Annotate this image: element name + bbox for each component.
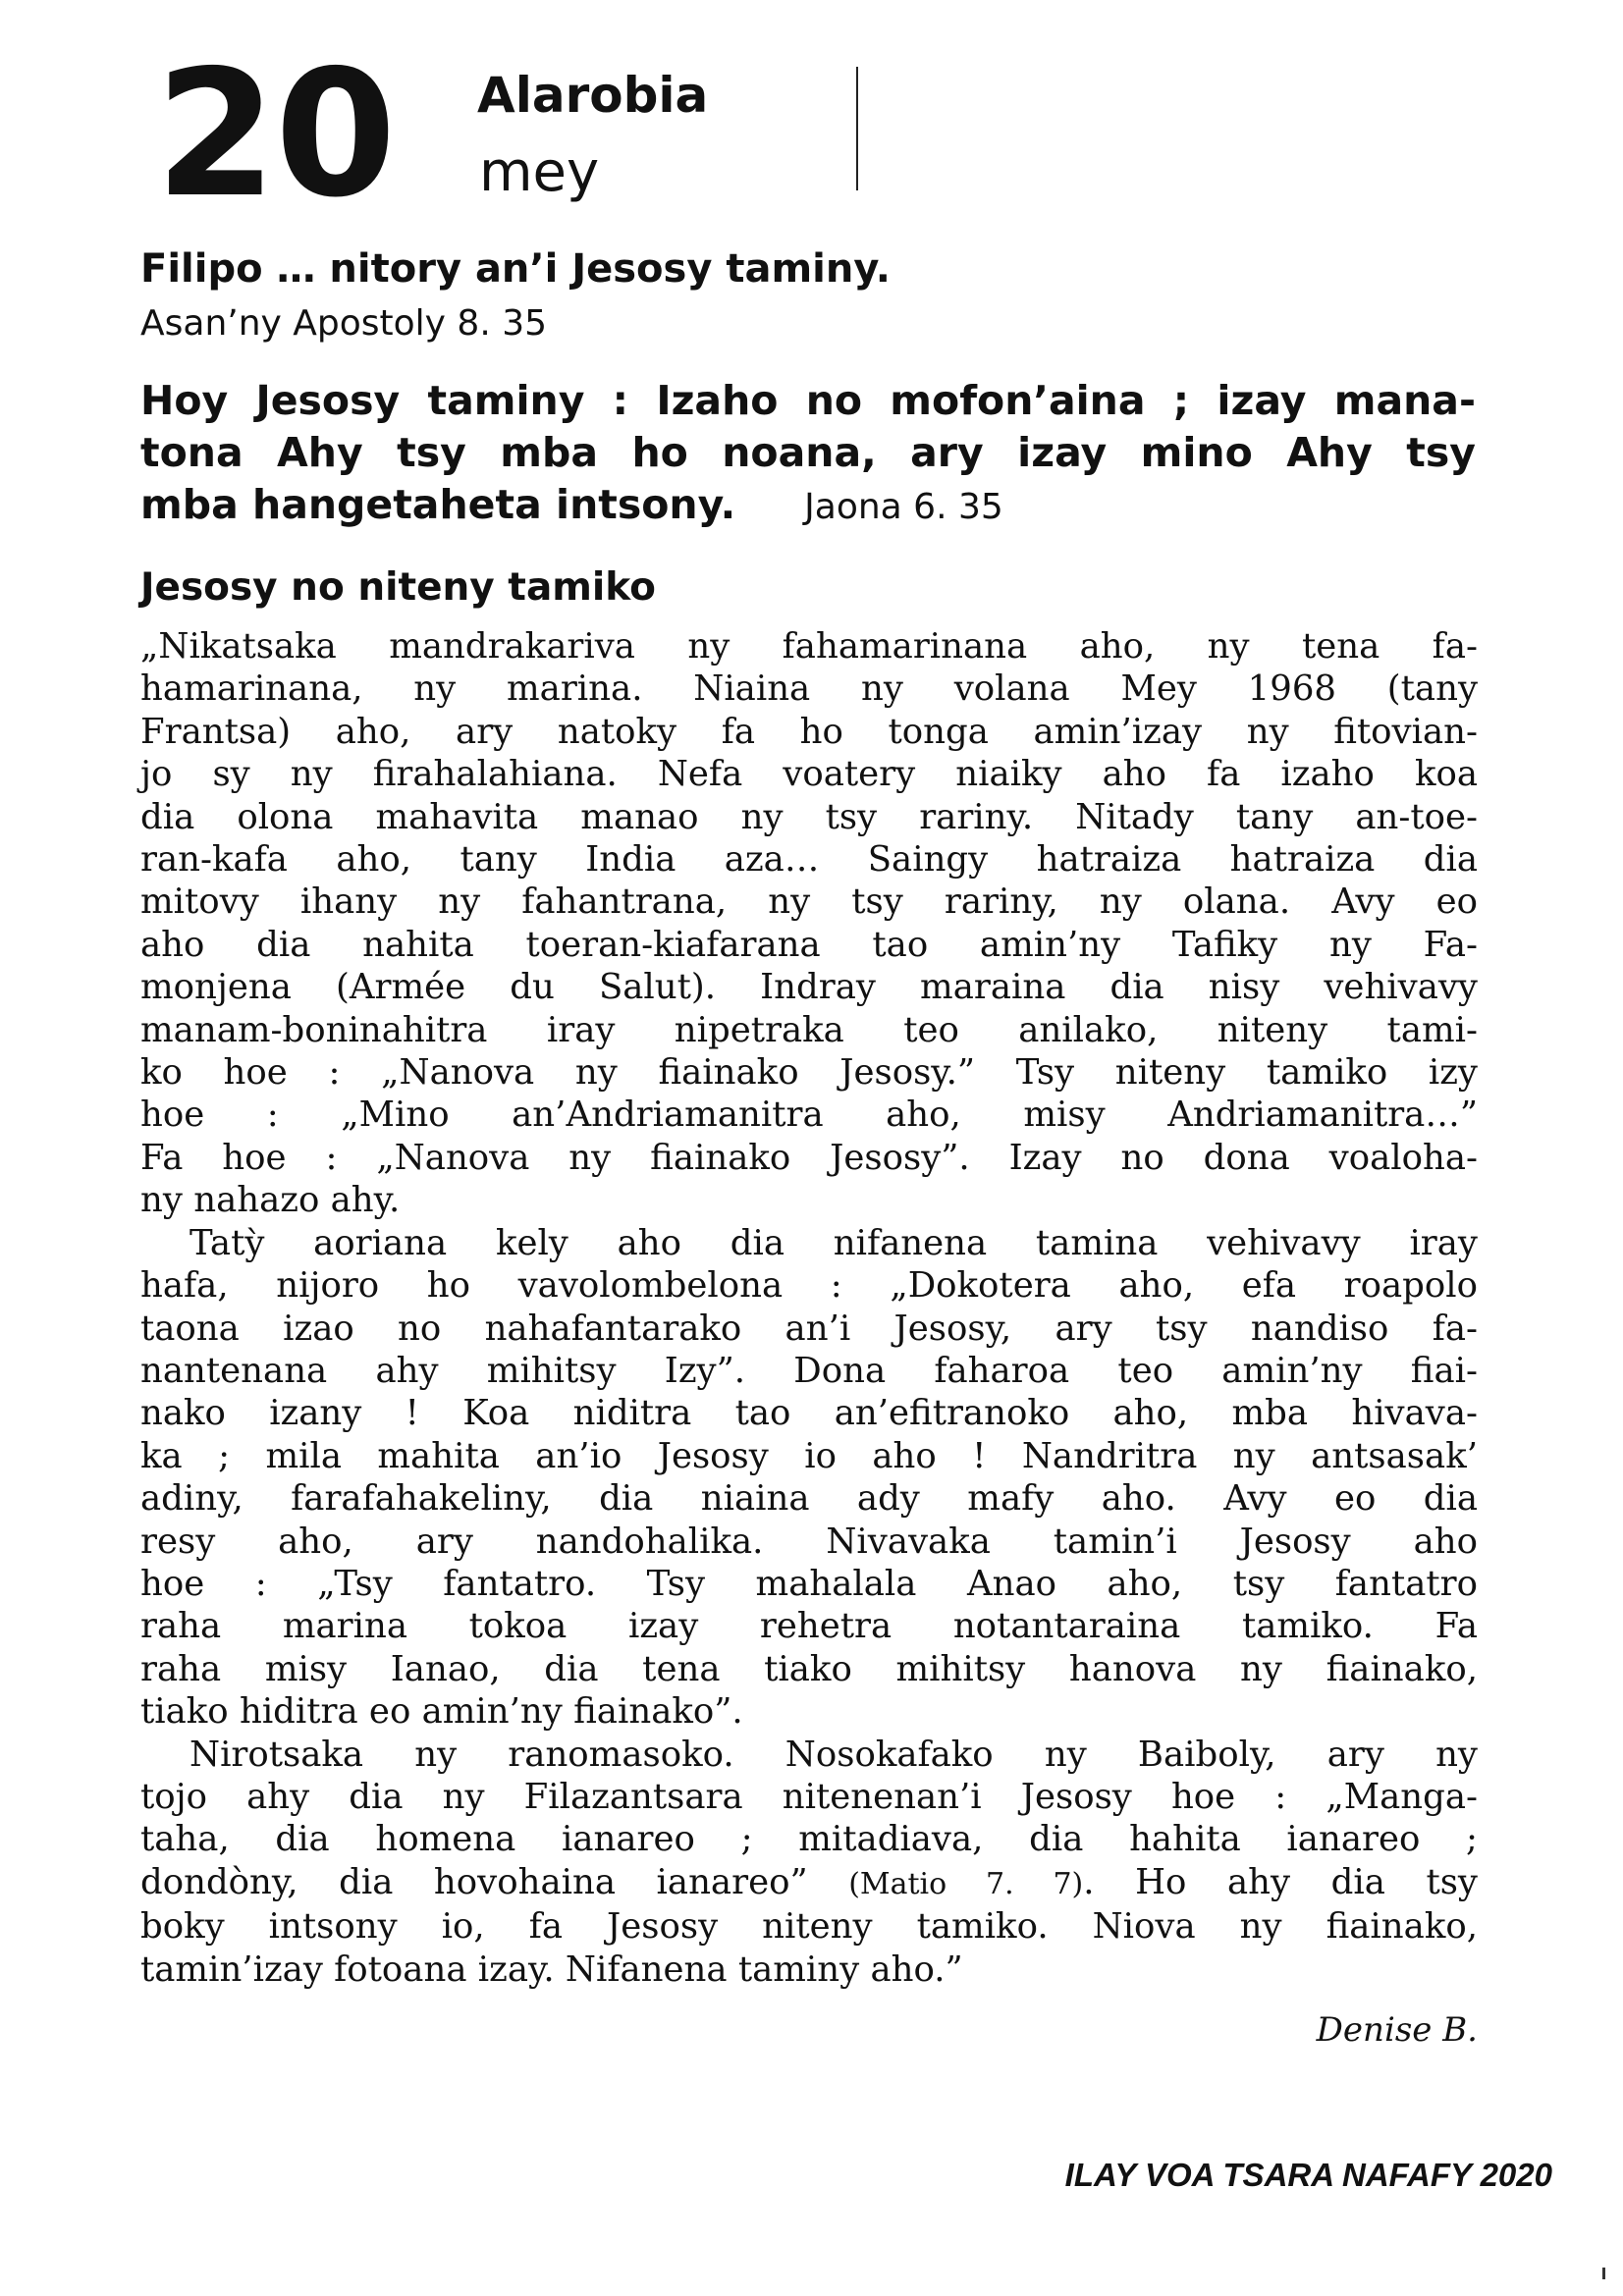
body-line-with-reference: [140, 1861, 1478, 1905]
body-line: Nirotsaka ny ranomasoko. Nosokafako ny Baiboly, ary ny: [189, 1734, 1478, 1775]
body-line: dia olona mahavita manao ny tsy rariny. Nitady tany an-toe-: [140, 796, 1478, 837]
vertical-divider: [856, 67, 858, 190]
main-verse-reference: Jaona 6. 35: [804, 487, 1003, 527]
body-line: ka ; mila mahita an’io Jesosy io aho ! Nandritra ny antsasak’: [140, 1435, 1478, 1476]
body-line: Frantsa) aho, ary natoky fa ho tonga amin’izay ny fitovian-: [140, 711, 1478, 752]
day-number: 20: [155, 32, 395, 236]
author-signature: Denise B.: [1316, 2010, 1478, 2050]
body-line: „Nikatsaka mandrakariva ny fahamarinana aho, ny tena fa-: [140, 626, 1478, 667]
article-body: [140, 625, 1478, 1991]
body-line: Fa hoe : „Nanova ny fiainako Jesosy”. Izay no dona voaloha-: [140, 1137, 1478, 1178]
body-line: tojo ahy dia ny Filazantsara nitenenan’i Jesosy hoe : „Manga-: [140, 1776, 1478, 1817]
body-line: ran-kafa aho, tany India aza… Saingy hatraiza hatraiza dia: [140, 839, 1478, 881]
body-line: manam-boninahitra iray nipetraka teo anilako, niteny tami-: [140, 1009, 1478, 1050]
body-line: taona izao no nahafantarako an’i Jesosy, ary tsy nandiso fa-: [140, 1308, 1478, 1349]
body-line: adiny, farafahakeliny, dia niaina ady mafy aho. Avy eo dia: [140, 1478, 1478, 1520]
body-line: monjena (Armée du Salut). Indray maraina dia nisy vehivavy: [140, 967, 1478, 1008]
weekday: Alarobia: [477, 67, 709, 124]
main-verse: [140, 375, 1476, 533]
article-heading: Jesosy no niteny tamiko: [140, 565, 656, 610]
body-line: dondòny, dia hovohaina ianareo”: [140, 1861, 808, 1902]
body-line: raha misy Ianao, dia tena tiako mihitsy hanova ny fiainako,: [140, 1648, 1478, 1689]
body-line: jo sy ny firahalahiana. Nefa voatery niaiky aho fa izaho koa: [140, 754, 1478, 795]
verse-of-day-text: Filipo … nitory an’i Jesosy taminy.: [140, 246, 891, 292]
body-line-continuation: . Ho ahy dia tsy: [1083, 1861, 1478, 1902]
main-verse-line: Hoy Jesosy taminy : Izaho no mofon’aina ; izay mana-: [140, 377, 1476, 424]
body-line: hoe : „Tsy fantatro. Tsy mahalala Anao aho, tsy fantatro: [140, 1563, 1478, 1604]
body-line: raha marina tokoa izay rehetra notantaraina tamiko. Fa: [140, 1606, 1478, 1647]
main-verse-last-line: [140, 479, 1476, 533]
body-line: Tatỳ aoriana kely aho dia nifanena tamina vehivavy iray: [189, 1222, 1478, 1263]
main-verse-line: tona Ahy tsy mba ho noana, ary izay mino Ahy tsy: [140, 429, 1476, 476]
page-edge-mark: [1602, 2268, 1605, 2279]
body-line: ny nahazo ahy.: [140, 1180, 401, 1221]
body-line: hoe : „Mino an’Andriamanitra aho, misy Andriamanitra…”: [140, 1095, 1478, 1136]
body-line: resy aho, ary nandohalika. Nivavaka tamin’i Jesosy aho: [140, 1521, 1478, 1562]
body-line: hamarinana, ny marina. Niaina ny volana Mey 1968 (tany: [140, 668, 1478, 710]
main-verse-line: mba hangetaheta intsony.: [140, 481, 736, 528]
body-line: mitovy ihany ny fahantrana, ny tsy rariny, ny olana. Avy eo: [140, 881, 1478, 923]
publication-footer: ILAY VOA TSARA NAFAFY 2020: [1064, 2157, 1552, 2193]
body-line: boky intsony io, fa Jesosy niteny tamiko. Niova ny fiainako,: [140, 1906, 1478, 1948]
verse-of-day-reference: Asan’ny Apostoly 8. 35: [140, 303, 548, 344]
body-line: nako izany ! Koa niditra tao an’efitranoko aho, mba hivava-: [140, 1393, 1478, 1434]
body-line: tiako hiditra eo amin’ny fiainako”.: [140, 1691, 743, 1733]
body-line: ko hoe : „Nanova ny fiainako Jesosy.” Tsy niteny tamiko izy: [140, 1052, 1478, 1094]
body-line: tamin’izay fotoana izay. Nifanena taminy aho.”: [140, 1949, 963, 1990]
body-line: taha, dia homena ianareo ; mitadiava, dia hahita ianareo ;: [140, 1819, 1478, 1860]
inline-bible-reference: (Matio 7. 7): [848, 1866, 1084, 1901]
body-line: aho dia nahita toeran-kiafarana tao amin’ny Tafiky ny Fa-: [140, 924, 1478, 965]
month: mey: [479, 140, 600, 204]
body-line: nantenana ahy mihitsy Izy”. Dona faharoa teo amin’ny fiai-: [140, 1350, 1478, 1391]
body-line: hafa, nijoro ho vavolombelona : „Dokotera aho, efa roapolo: [140, 1265, 1478, 1307]
